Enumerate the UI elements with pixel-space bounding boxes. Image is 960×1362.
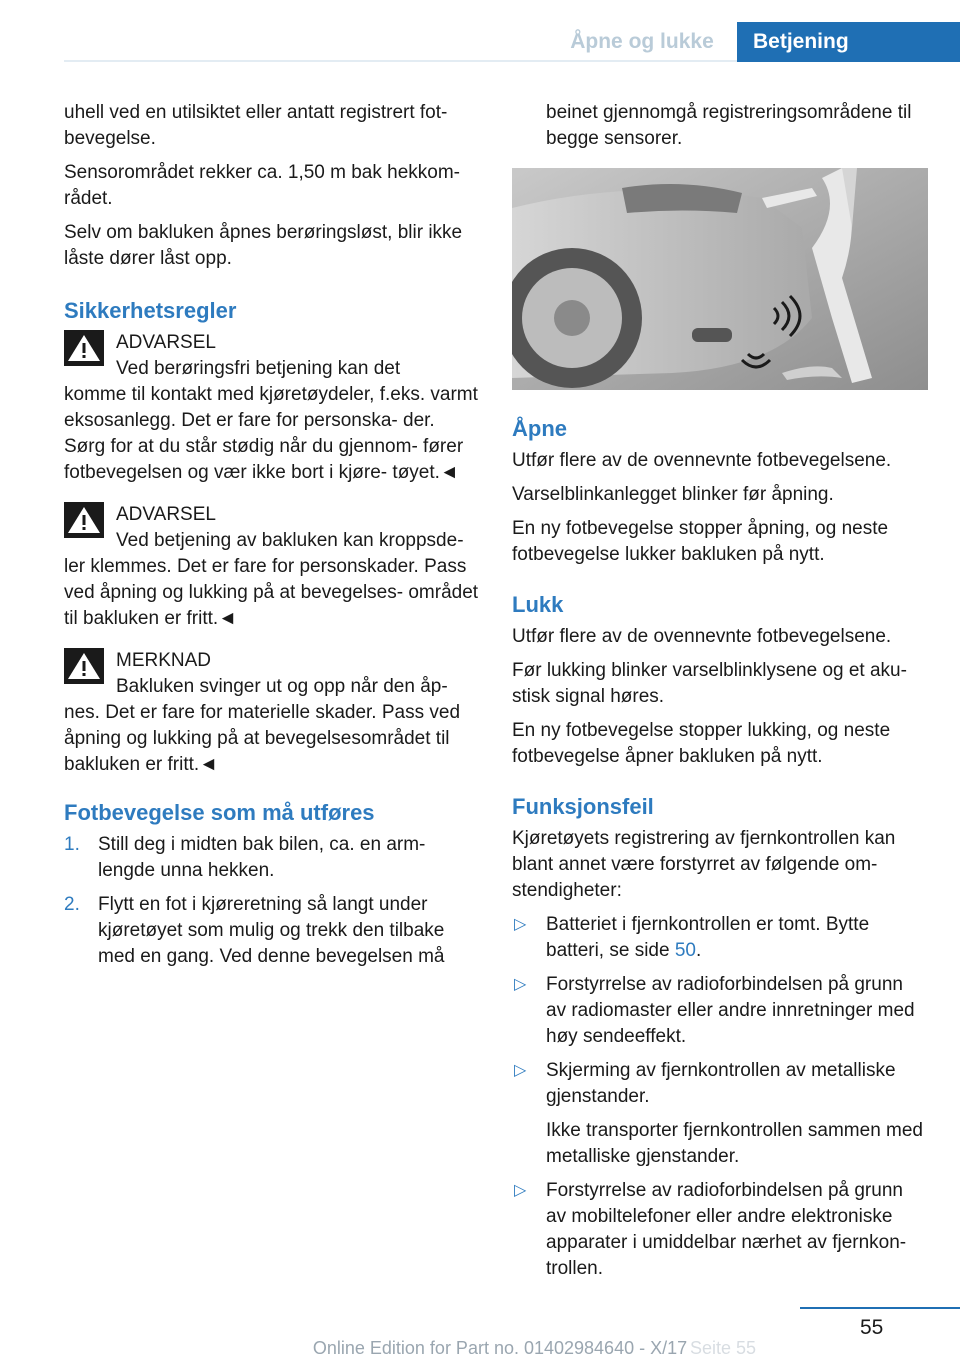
warning-block: [64, 330, 480, 486]
list-item: [512, 1058, 928, 1170]
list-item: [512, 1178, 928, 1282]
triangle-bullet-icon: ▷: [514, 1182, 527, 1199]
watermark: Seite 55: [690, 1338, 757, 1358]
intro-paragraph: Sensorområdet rekker ca. 1,50 m bak hekkom- rådet.: [64, 162, 461, 209]
triangle-bullet-icon: ▷: [514, 916, 527, 933]
warning-text-first: Ved berøringsfri betjening kan det: [116, 358, 401, 379]
header-chapter-tab: Betjening: [737, 22, 960, 62]
step-text: Flytt en fot i kjøreretning så langt under kjøretøyet som mulig og trekk den tilbake med en gang. Ved denne bevegelsen må: [98, 894, 445, 967]
bullet-text: Forstyrrelse av radioforbindelsen på grunn av mobiltelefoner eller andre elektroniske apparater i umiddelbar nærhet av fjernkon- trollen.: [546, 1180, 907, 1279]
list-item: [64, 892, 480, 970]
page-reference-link[interactable]: 50: [674, 940, 696, 961]
close-heading: Lukk: [512, 592, 564, 617]
warning-triangle-icon: [64, 648, 104, 684]
intro-paragraph: Selv om bakluken åpnes berøringsløst, blir ikke låste dører låst opp.: [64, 222, 463, 269]
warning-text: ler klemmes. Det er fare for personskader. Pass ved åpning og lukking på at bevegelses- området til bakluken er fritt.◄: [64, 556, 479, 629]
warning-block: [64, 502, 480, 632]
notice-block: [64, 648, 480, 778]
list-item: [64, 832, 480, 884]
motion-heading: Fotbevegelse som må utføres: [64, 800, 375, 825]
step-number: 1.: [64, 834, 80, 855]
step-continuation: beinet gjennomgå registreringsområdene til begge sensorer.: [546, 102, 912, 149]
edition-text: Online Edition for Part no. 01402984640 - X/17: [312, 1338, 688, 1358]
close-paragraph: Utfør flere av de ovennevnte fotbevegelsene.: [512, 626, 892, 647]
warning-text-first: Ved betjening av bakluken kan kroppsde-: [116, 530, 464, 551]
open-paragraph: En ny fotbevegelse stopper åpning, og neste fotbevegelse lukker bakluken på nytt.: [512, 518, 889, 565]
step-text: Still deg i midten bak bilen, ca. en arm- lengde unna hekken.: [98, 834, 426, 881]
bullet-text: Batteriet i fjernkontrollen er tomt. Bytte batteri, se side: [546, 914, 870, 961]
step-number: 2.: [64, 894, 80, 915]
notice-text: nes. Det er fare for materielle skader. Pass ved åpning og lukking på at bevegelsesområdet til bakluken er fritt.◄: [64, 702, 461, 775]
bullet-text: Skjerming av fjernkontrollen av metalliske gjenstander.: [546, 1060, 896, 1107]
triangle-bullet-icon: ▷: [514, 976, 527, 993]
intro-paragraph: uhell ved en utilsiktet eller antatt registrert fot- bevegelse.: [64, 102, 448, 149]
header-section-title: Åpne og lukke: [570, 30, 714, 53]
right-column: [512, 100, 928, 1290]
bullet-extra-text: Ikke transporter fjernkontrollen sammen med metalliske gjenstander.: [546, 1120, 923, 1167]
page-number: 55: [860, 1316, 884, 1339]
tailgate-foot-gesture-illustration: [512, 168, 928, 390]
open-heading: Åpne: [512, 416, 567, 441]
footer-edition: [0, 1338, 960, 1359]
notice-title: MERKNAD: [116, 650, 212, 671]
open-paragraph: Utfør flere av de ovennevnte fotbevegelsene.: [512, 450, 892, 471]
warning-text: komme til kontakt med kjøretøydeler, f.eks. varmt eksosanlegg. Det er fare for personska- der. Sørg for at du står stødig når du gjennom- fører fotbevegelsen og vær ikke bort i kjøre- tøyet.◄: [64, 384, 478, 483]
open-paragraph: Varselblinkanlegget blinker før åpning.: [512, 484, 834, 505]
notice-text-first: Bakluken svinger ut og opp når den åp-: [116, 676, 448, 697]
list-item: [512, 972, 928, 1050]
close-paragraph: En ny fotbevegelse stopper lukking, og neste fotbevegelse åpner bakluken på nytt.: [512, 720, 891, 767]
safety-heading: Sikkerhetsregler: [64, 298, 237, 323]
warning-triangle-icon: [64, 502, 104, 538]
close-paragraph: Før lukking blinker varselblinklysene og et aku- stisk signal høres.: [512, 660, 907, 707]
warning-triangle-icon: [64, 330, 104, 366]
warning-title: ADVARSEL: [116, 332, 216, 353]
bullet-text-end: .: [695, 940, 702, 961]
list-item: [512, 912, 928, 964]
steps-list: [64, 832, 480, 970]
fault-list: [512, 912, 928, 1282]
fault-intro: Kjøretøyets registrering av fjernkontrollen kan blant annet være forstyrret av følgende om- stendigheter:: [512, 828, 896, 901]
fault-heading: Funksjonsfeil: [512, 794, 654, 819]
triangle-bullet-icon: ▷: [514, 1062, 527, 1079]
bullet-text: Forstyrrelse av radioforbindelsen på grunn av radiomaster eller andre innretninger med høy sendeeffekt.: [546, 974, 915, 1047]
warning-title: ADVARSEL: [116, 504, 216, 525]
page-number-rule: [800, 1307, 960, 1309]
left-column: [64, 100, 480, 978]
